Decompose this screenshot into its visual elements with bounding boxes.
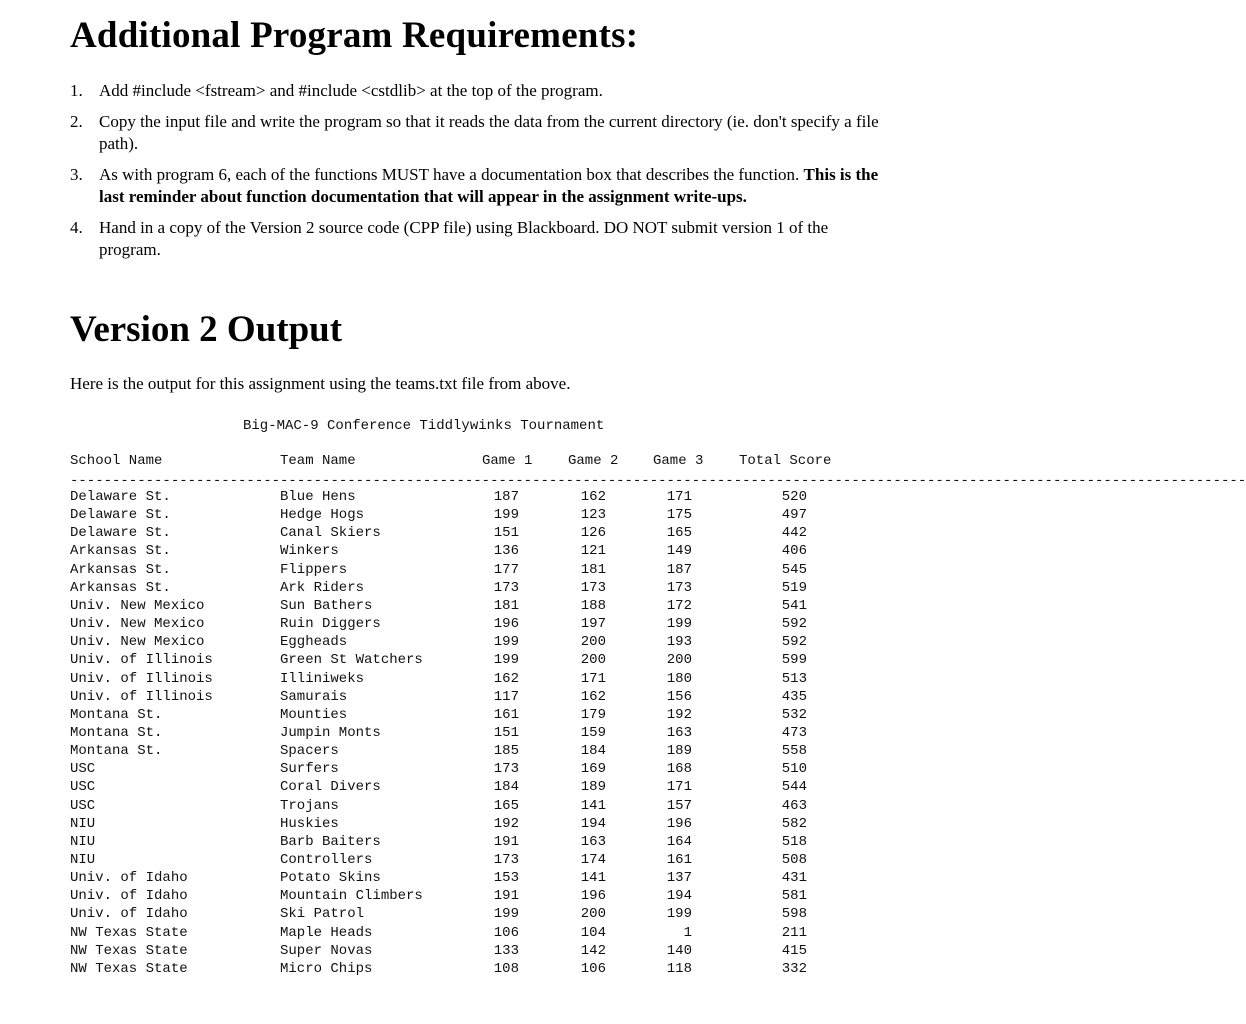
table-row	[0, 616, 945, 634]
table-row	[0, 852, 945, 870]
game-2-cell: 196	[580, 888, 606, 905]
game-3-cell: 1	[683, 924, 692, 941]
table-row	[0, 725, 945, 743]
table-row	[0, 671, 945, 689]
game-2-cell: 169	[580, 761, 606, 778]
header-game-1: Game 1	[482, 453, 533, 469]
game-3-cell: 163	[666, 724, 692, 741]
game-3-cell: 199	[666, 906, 692, 923]
requirements-heading: Additional Program Requirements:	[70, 15, 639, 56]
game-3-cell: 173	[666, 579, 692, 596]
school-name-cell: Univ. New Mexico	[70, 616, 205, 633]
school-name-cell: Delaware St.	[70, 507, 171, 524]
team-name-cell: Mounties	[280, 706, 348, 723]
requirement-text: As with program 6, each of the functions MUST have a documentation box that describes the function.	[99, 165, 804, 184]
results-table	[0, 489, 945, 989]
team-name-cell: Maple Heads	[280, 924, 373, 941]
total-score-cell: 592	[781, 634, 807, 651]
total-score-cell: 518	[781, 833, 807, 850]
table-row	[0, 779, 945, 797]
total-score-cell: 541	[781, 597, 807, 614]
team-name-cell: Ski Patrol	[280, 906, 365, 923]
school-name-cell: Univ. of Idaho	[70, 870, 188, 887]
total-score-cell: 582	[781, 815, 807, 832]
team-name-cell: Surfers	[280, 761, 339, 778]
total-score-cell: 545	[781, 561, 807, 578]
game-3-cell: 187	[666, 561, 692, 578]
school-name-cell: Montana St.	[70, 743, 163, 760]
game-2-cell: 106	[580, 960, 606, 977]
team-name-cell: Green St Watchers	[280, 652, 423, 669]
table-row	[0, 598, 945, 616]
tournament-title: Big-MAC-9 Conference Tiddlywinks Tournament	[243, 418, 605, 434]
school-name-cell: USC	[70, 761, 96, 778]
school-name-cell: Arkansas St.	[70, 579, 171, 596]
header-total-score: Total Score	[739, 453, 832, 469]
team-name-cell: Sun Bathers	[280, 597, 373, 614]
game-1-cell: 173	[493, 852, 519, 868]
game-1-cell: 191	[493, 833, 519, 850]
game-2-cell: 123	[580, 507, 606, 524]
table-row	[0, 489, 945, 507]
game-3-cell: 171	[666, 779, 692, 796]
team-name-cell: Ark Riders	[280, 579, 365, 596]
table-divider: --------------------------------------------------------------------------------------------------------------------------------------------	[70, 473, 1246, 489]
game-3-cell: 165	[666, 525, 692, 542]
game-1-cell: 199	[493, 634, 519, 651]
team-name-cell: Trojans	[280, 797, 339, 814]
header-game-3: Game 3	[653, 453, 704, 469]
output-intro: Here is the output for this assignment using the teams.txt file from above.	[70, 374, 571, 393]
game-1-cell: 136	[493, 543, 519, 560]
requirement-item	[70, 80, 890, 102]
total-score-cell: 406	[781, 543, 807, 560]
game-2-cell: 159	[580, 724, 606, 741]
total-score-cell: 532	[781, 706, 807, 723]
requirement-number: 2.	[70, 112, 83, 131]
header-game-2: Game 2	[568, 453, 619, 469]
requirement-number: 4.	[70, 218, 83, 237]
team-name-cell: Illiniweks	[280, 670, 365, 687]
game-1-cell: 184	[493, 779, 519, 796]
game-2-cell: 200	[580, 906, 606, 923]
game-1-cell: 106	[493, 924, 519, 941]
total-score-cell: 435	[781, 688, 807, 705]
school-name-cell: NIU	[70, 815, 96, 832]
requirement-text: Add #include <fstream> and #include <cstdlib> at the top of the program.	[99, 81, 603, 100]
total-score-cell: 513	[781, 670, 807, 687]
table-row	[0, 580, 945, 598]
school-name-cell: Montana St.	[70, 724, 163, 741]
school-name-cell: Univ. New Mexico	[70, 597, 205, 614]
game-2-cell: 162	[580, 688, 606, 705]
total-score-cell: 473	[781, 724, 807, 741]
team-name-cell: Ruin Diggers	[280, 616, 381, 633]
team-name-cell: Flippers	[280, 561, 348, 578]
total-score-cell: 442	[781, 525, 807, 542]
game-3-cell: 149	[666, 543, 692, 560]
game-1-cell: 173	[493, 579, 519, 596]
game-3-cell: 157	[666, 797, 692, 814]
game-2-cell: 104	[580, 924, 606, 941]
table-row	[0, 707, 945, 725]
game-2-cell: 194	[580, 815, 606, 832]
game-2-cell: 179	[580, 706, 606, 723]
table-row	[0, 634, 945, 652]
game-1-cell: 199	[493, 507, 519, 524]
game-2-cell: 171	[580, 670, 606, 687]
team-name-cell: Eggheads	[280, 634, 348, 651]
table-row	[0, 906, 945, 924]
table-row	[0, 834, 945, 852]
total-score-cell: 544	[781, 779, 807, 796]
total-score-cell: 519	[781, 579, 807, 596]
game-3-cell: 156	[666, 688, 692, 705]
table-row	[0, 743, 945, 761]
requirement-text: Copy the input file and write the program so that it reads the data from the current directory (ie. don't specify a file path).	[99, 112, 879, 153]
total-score-cell: 581	[781, 888, 807, 905]
team-name-cell: Coral Divers	[280, 779, 381, 796]
game-2-cell: 184	[580, 743, 606, 760]
requirement-text-bold: This is the last reminder about function documentation that will appear in the assignment write-ups.	[99, 165, 879, 206]
game-1-cell: 108	[493, 960, 519, 977]
total-score-cell: 508	[781, 852, 807, 868]
school-name-cell: NW Texas State	[70, 960, 188, 977]
team-name-cell: Jumpin Monts	[280, 724, 381, 741]
table-row	[0, 525, 945, 543]
game-2-cell: 200	[580, 652, 606, 669]
school-name-cell: Arkansas St.	[70, 561, 171, 578]
game-2-cell: 173	[580, 579, 606, 596]
table-row	[0, 652, 945, 670]
school-name-cell: USC	[70, 797, 96, 814]
header-team-name: Team Name	[280, 453, 356, 469]
school-name-cell: Univ. of Illinois	[70, 688, 213, 705]
requirement-number: 3.	[70, 165, 83, 184]
game-2-cell: 121	[580, 543, 606, 560]
team-name-cell: Micro Chips	[280, 960, 373, 977]
game-2-cell: 163	[580, 833, 606, 850]
table-row	[0, 961, 945, 979]
team-name-cell: Super Novas	[280, 942, 373, 959]
school-name-cell: Univ. of Idaho	[70, 906, 188, 923]
game-1-cell: 191	[493, 888, 519, 905]
total-score-cell: 431	[781, 870, 807, 887]
school-name-cell: NIU	[70, 852, 96, 868]
game-1-cell: 199	[493, 652, 519, 669]
game-1-cell: 117	[493, 688, 519, 705]
game-3-cell: 180	[666, 670, 692, 687]
school-name-cell: NW Texas State	[70, 942, 188, 959]
total-score-cell: 211	[781, 924, 807, 941]
game-1-cell: 187	[493, 489, 519, 505]
game-1-cell: 161	[493, 706, 519, 723]
game-1-cell: 151	[493, 724, 519, 741]
total-score-cell: 510	[781, 761, 807, 778]
table-row	[0, 761, 945, 779]
game-3-cell: 140	[666, 942, 692, 959]
output-heading: Version 2 Output	[70, 309, 343, 350]
game-3-cell: 192	[666, 706, 692, 723]
game-1-cell: 199	[493, 906, 519, 923]
game-3-cell: 196	[666, 815, 692, 832]
table-row	[0, 543, 945, 561]
requirements-list	[70, 80, 890, 261]
game-1-cell: 165	[493, 797, 519, 814]
game-2-cell: 181	[580, 561, 606, 578]
game-1-cell: 177	[493, 561, 519, 578]
game-2-cell: 188	[580, 597, 606, 614]
game-1-cell: 192	[493, 815, 519, 832]
game-3-cell: 194	[666, 888, 692, 905]
game-2-cell: 141	[580, 870, 606, 887]
team-name-cell: Huskies	[280, 815, 339, 832]
game-2-cell: 200	[580, 634, 606, 651]
game-1-cell: 173	[493, 761, 519, 778]
school-name-cell: Univ. of Illinois	[70, 670, 213, 687]
team-name-cell: Canal Skiers	[280, 525, 381, 542]
team-name-cell: Hedge Hogs	[280, 507, 365, 524]
game-3-cell: 161	[666, 852, 692, 868]
team-name-cell: Controllers	[280, 852, 373, 868]
game-1-cell: 133	[493, 942, 519, 959]
team-name-cell: Winkers	[280, 543, 339, 560]
header-school-name: School Name	[70, 453, 163, 469]
total-score-cell: 332	[781, 960, 807, 977]
game-3-cell: 118	[666, 960, 692, 977]
game-3-cell: 175	[666, 507, 692, 524]
table-row	[0, 888, 945, 906]
game-3-cell: 168	[666, 761, 692, 778]
school-name-cell: USC	[70, 779, 96, 796]
game-3-cell: 199	[666, 616, 692, 633]
requirement-item	[70, 217, 890, 261]
total-score-cell: 415	[781, 942, 807, 959]
table-row	[0, 925, 945, 943]
total-score-cell: 598	[781, 906, 807, 923]
game-2-cell: 197	[580, 616, 606, 633]
school-name-cell: Delaware St.	[70, 525, 171, 542]
team-name-cell: Samurais	[280, 688, 348, 705]
game-1-cell: 196	[493, 616, 519, 633]
game-1-cell: 153	[493, 870, 519, 887]
total-score-cell: 599	[781, 652, 807, 669]
game-3-cell: 171	[666, 489, 692, 505]
total-score-cell: 592	[781, 616, 807, 633]
table-row	[0, 870, 945, 888]
game-3-cell: 137	[666, 870, 692, 887]
requirement-text: Hand in a copy of the Version 2 source code (CPP file) using Blackboard. DO NOT submit version 1 of the program.	[99, 218, 829, 259]
table-row	[0, 689, 945, 707]
requirement-item	[70, 164, 890, 208]
game-1-cell: 162	[493, 670, 519, 687]
game-3-cell: 193	[666, 634, 692, 651]
team-name-cell: Blue Hens	[280, 489, 356, 505]
game-3-cell: 189	[666, 743, 692, 760]
team-name-cell: Spacers	[280, 743, 339, 760]
requirement-item	[70, 111, 890, 155]
total-score-cell: 463	[781, 797, 807, 814]
school-name-cell: Delaware St.	[70, 489, 171, 505]
requirement-number: 1.	[70, 81, 83, 100]
total-score-cell: 558	[781, 743, 807, 760]
school-name-cell: Montana St.	[70, 706, 163, 723]
school-name-cell: Arkansas St.	[70, 543, 171, 560]
school-name-cell: NIU	[70, 833, 96, 850]
team-name-cell: Potato Skins	[280, 870, 381, 887]
total-score-cell: 520	[781, 489, 807, 505]
school-name-cell: NW Texas State	[70, 924, 188, 941]
table-row	[0, 943, 945, 961]
game-2-cell: 162	[580, 489, 606, 505]
game-3-cell: 172	[666, 597, 692, 614]
table-row	[0, 798, 945, 816]
game-2-cell: 142	[580, 942, 606, 959]
game-3-cell: 200	[666, 652, 692, 669]
table-row	[0, 816, 945, 834]
school-name-cell: Univ. New Mexico	[70, 634, 205, 651]
table-row	[0, 507, 945, 525]
game-1-cell: 151	[493, 525, 519, 542]
game-3-cell: 164	[666, 833, 692, 850]
school-name-cell: Univ. of Illinois	[70, 652, 213, 669]
game-2-cell: 174	[580, 852, 606, 868]
game-2-cell: 126	[580, 525, 606, 542]
team-name-cell: Mountain Climbers	[280, 888, 423, 905]
game-2-cell: 141	[580, 797, 606, 814]
total-score-cell: 497	[781, 507, 807, 524]
table-header	[0, 453, 945, 471]
game-2-cell: 189	[580, 779, 606, 796]
game-1-cell: 185	[493, 743, 519, 760]
team-name-cell: Barb Baiters	[280, 833, 381, 850]
game-1-cell: 181	[493, 597, 519, 614]
school-name-cell: Univ. of Idaho	[70, 888, 188, 905]
table-row	[0, 562, 945, 580]
